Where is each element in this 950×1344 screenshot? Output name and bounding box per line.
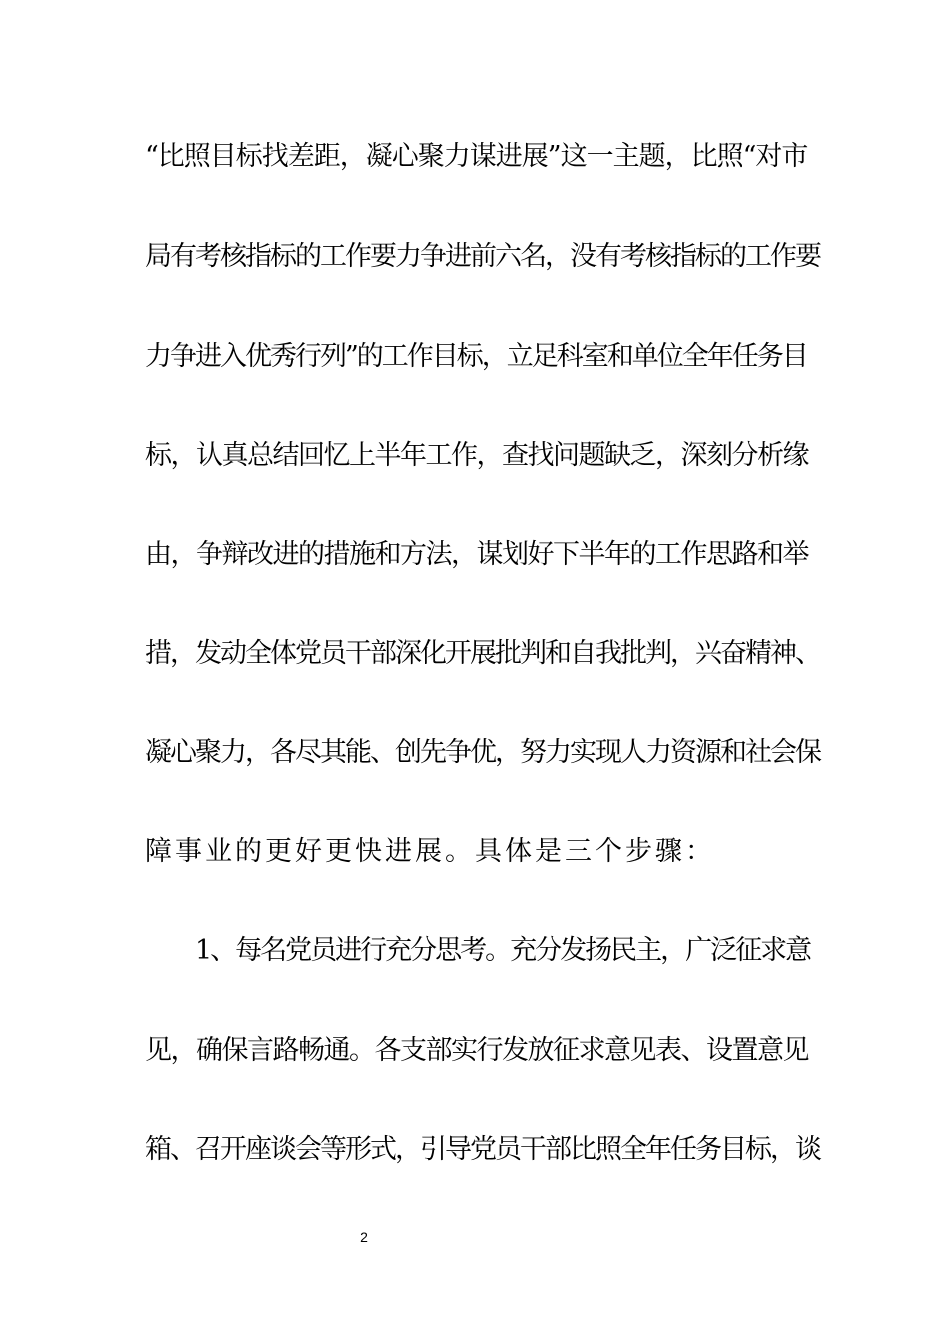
body-text-line: 力争进入优秀行列”的工作目标，立足科室和单位全年任务目 — [145, 341, 807, 372]
body-text-line: “比照目标找差距，凝心聚力谋进展”这一主题，比照“对市 — [145, 141, 808, 172]
body-text-line: 措，发动全体党员干部深化开展批判和自我批判，兴奋精神、 — [145, 638, 820, 669]
body-text-line: 箱、召开座谈会等形式，引导党员干部比照全年任务目标，谈 — [145, 1134, 820, 1165]
body-text-line: 障事业的更好更快进展。具体是三个步骤： — [145, 836, 715, 867]
paragraph-first-line: 1、每名党员进行充分思考。充分发扬民主，广泛征求意 — [195, 935, 811, 966]
body-text-line: 局有考核指标的工作要力争进前六名，没有考核指标的工作要 — [145, 241, 820, 272]
page-number: 2 — [360, 1229, 368, 1245]
body-text-line: 标，认真总结回忆上半年工作，查找问题缺乏，深刻分析缘 — [145, 440, 808, 471]
body-text-line: 凝心聚力，各尽其能、创先争优，努力实现人力资源和社会保 — [145, 737, 820, 768]
body-text-line: 由，争辩改进的措施和方法，谋划好下半年的工作思路和举 — [145, 539, 808, 570]
body-text-line: 见，确保言路畅通。各支部实行发放征求意见表、设置意见 — [145, 1035, 808, 1066]
